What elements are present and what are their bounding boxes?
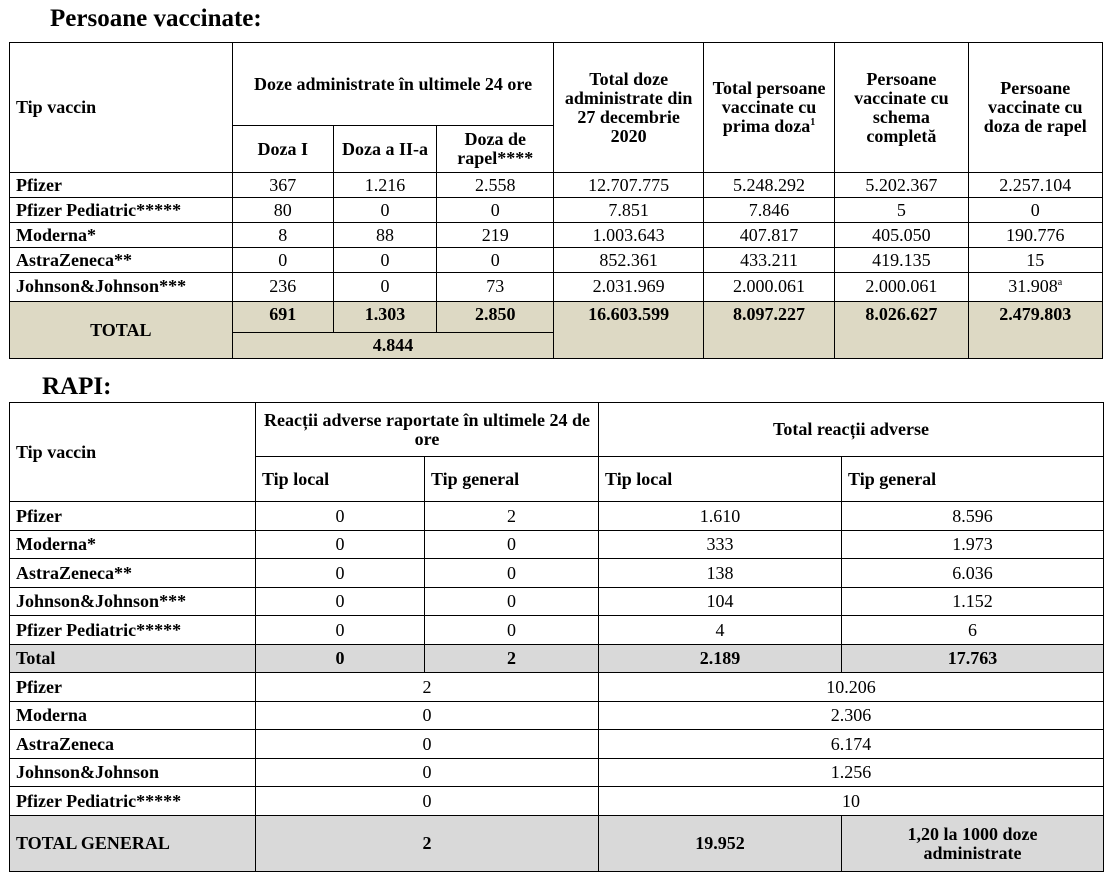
table-row <box>10 198 1103 223</box>
cell-value: 236 <box>232 273 333 302</box>
total-24h-sum: 4.844 <box>232 333 554 359</box>
row-label: Moderna <box>10 702 256 730</box>
rapi-total-general-24h: 2 <box>425 645 599 673</box>
cell-value: 0 <box>256 730 599 759</box>
cell-value: 7.851 <box>554 198 703 223</box>
cell-value: 5 <box>835 198 968 223</box>
header-total-doze: Total doze administrate din 27 decembrie 2020 <box>554 43 703 173</box>
cell-value: 0 <box>256 531 425 559</box>
cell-value: 0 <box>425 588 599 616</box>
cell-value: 219 <box>437 223 554 248</box>
total-prima: 8.097.227 <box>703 302 834 359</box>
section-title-rapi: RAPI: <box>42 373 112 400</box>
total-row <box>10 302 1103 333</box>
cell-value: 419.135 <box>835 248 968 273</box>
cell-value: 1.973 <box>842 531 1104 559</box>
rapi-header-total-reactii: Total reacții adverse <box>599 403 1104 457</box>
cell-text: 190.776 <box>1006 224 1065 245</box>
footnote-marker: a <box>1057 277 1063 288</box>
summary-row <box>10 702 1104 730</box>
grand-total-row <box>10 816 1104 872</box>
summary-row <box>10 787 1104 816</box>
cell-value: 6.174 <box>599 730 1104 759</box>
cell-value: 5.248.292 <box>703 173 834 198</box>
total-doza-rapel: 2.479.803 <box>968 302 1102 359</box>
header-tip-vaccin: Tip vaccin <box>10 43 233 173</box>
cell-value: 433.211 <box>703 248 834 273</box>
cell-text: 15 <box>1026 249 1045 270</box>
grand-total-label: TOTAL GENERAL <box>10 816 256 872</box>
header-schema-completa: Persoane vaccinate cu schema completă <box>835 43 968 173</box>
cell-value: 10 <box>599 787 1104 816</box>
header-prima-doza-text: Total persoane vaccinate cu prima doza <box>712 78 826 136</box>
table-row <box>10 223 1103 248</box>
total-d2: 1.303 <box>333 302 436 333</box>
table-row <box>10 616 1104 645</box>
cell-text: 2.257.104 <box>999 174 1072 195</box>
cell-value: 0 <box>256 702 599 730</box>
cell-value: 333 <box>599 531 842 559</box>
summary-row <box>10 730 1104 759</box>
cell-value <box>968 248 1102 273</box>
row-label: AstraZeneca** <box>10 559 256 588</box>
total-schema: 8.026.627 <box>835 302 968 359</box>
rapi-table <box>9 402 1104 872</box>
header-doza-2: Doza a II-a <box>333 126 436 173</box>
cell-value: 0 <box>437 248 554 273</box>
cell-value: 4 <box>599 616 842 645</box>
summary-row <box>10 673 1104 702</box>
header-prima-doza <box>703 43 834 173</box>
total-doze: 16.603.599 <box>554 302 703 359</box>
rapi-header-local-24h: Tip local <box>256 457 425 502</box>
cell-value: 2 <box>256 673 599 702</box>
cell-value: 0 <box>256 588 425 616</box>
cell-value <box>968 223 1102 248</box>
rapi-header-general-24h: Tip general <box>425 457 599 502</box>
cell-value: 0 <box>256 787 599 816</box>
table-row <box>10 559 1104 588</box>
header-rapel: Doza de rapel**** <box>437 126 554 173</box>
rapi-total-general: 17.763 <box>842 645 1104 673</box>
cell-value: 367 <box>232 173 333 198</box>
cell-value: 0 <box>437 198 554 223</box>
cell-value: 10.206 <box>599 673 1104 702</box>
row-label: AstraZeneca** <box>10 248 233 273</box>
cell-value <box>968 198 1102 223</box>
table-row <box>10 531 1104 559</box>
row-label: Moderna* <box>10 223 233 248</box>
table-row <box>10 248 1103 273</box>
table-row <box>10 502 1104 531</box>
cell-value: 88 <box>333 223 436 248</box>
table-row <box>10 588 1104 616</box>
grand-total-rate: 1,20 la 1000 doze administrate <box>842 816 1104 872</box>
cell-value: 12.707.775 <box>554 173 703 198</box>
cell-value: 138 <box>599 559 842 588</box>
rapi-header-reactii-24h: Reacții adverse raportate în ultimele 24 de ore <box>256 403 599 457</box>
cell-value: 0 <box>232 248 333 273</box>
grand-total-24h: 2 <box>256 816 599 872</box>
cell-value: 2.031.969 <box>554 273 703 302</box>
rapi-total-label: Total <box>10 645 256 673</box>
row-label: Pfizer <box>10 502 256 531</box>
grand-total-value: 19.952 <box>599 816 842 872</box>
total-rapel: 2.850 <box>437 302 554 333</box>
cell-value: 0 <box>256 616 425 645</box>
table-row <box>10 173 1103 198</box>
cell-text: 31.908 <box>1008 276 1058 296</box>
cell-value: 2.000.061 <box>703 273 834 302</box>
row-label: Pfizer <box>10 673 256 702</box>
rapi-total-local-24h: 0 <box>256 645 425 673</box>
summary-row <box>10 759 1104 787</box>
header-doze-24h: Doze administrate în ultimele 24 ore <box>232 43 554 126</box>
cell-value: 0 <box>425 616 599 645</box>
cell-text: 0 <box>1030 199 1040 220</box>
cell-value: 0 <box>425 559 599 588</box>
cell-value: 405.050 <box>835 223 968 248</box>
cell-value: 0 <box>256 759 599 787</box>
cell-value: 8 <box>232 223 333 248</box>
cell-value <box>968 273 1102 302</box>
cell-value: 1.216 <box>333 173 436 198</box>
cell-value: 1.256 <box>599 759 1104 787</box>
row-label: Pfizer Pediatric***** <box>10 787 256 816</box>
cell-value: 0 <box>256 559 425 588</box>
footnote-marker: 1 <box>810 117 816 128</box>
cell-value: 1.152 <box>842 588 1104 616</box>
cell-value: 0 <box>333 248 436 273</box>
vaccinated-table <box>9 42 1103 359</box>
cell-value: 80 <box>232 198 333 223</box>
cell-value: 7.846 <box>703 198 834 223</box>
cell-value: 0 <box>333 273 436 302</box>
cell-value: 104 <box>599 588 842 616</box>
section-title-vaccinated: Persoane vaccinate: <box>50 5 262 32</box>
header-doza-1: Doza I <box>232 126 333 173</box>
row-label: Johnson&Johnson*** <box>10 588 256 616</box>
cell-value: 407.817 <box>703 223 834 248</box>
cell-value: 2.306 <box>599 702 1104 730</box>
rapi-total-local: 2.189 <box>599 645 842 673</box>
cell-value: 1.610 <box>599 502 842 531</box>
cell-value: 8.596 <box>842 502 1104 531</box>
total-label: TOTAL <box>10 302 233 359</box>
cell-value <box>968 173 1102 198</box>
rapi-total-row <box>10 645 1104 673</box>
cell-value: 2.000.061 <box>835 273 968 302</box>
cell-value: 852.361 <box>554 248 703 273</box>
cell-value: 0 <box>333 198 436 223</box>
cell-value: 0 <box>256 502 425 531</box>
row-label: Pfizer <box>10 173 233 198</box>
row-label: Pfizer Pediatric***** <box>10 616 256 645</box>
cell-value: 2.558 <box>437 173 554 198</box>
rapi-header-general-total: Tip general <box>842 457 1104 502</box>
cell-value: 0 <box>425 531 599 559</box>
row-label: AstraZeneca <box>10 730 256 759</box>
row-label: Moderna* <box>10 531 256 559</box>
table-row <box>10 273 1103 302</box>
rapi-header-local-total: Tip local <box>599 457 842 502</box>
row-label: Johnson&Johnson*** <box>10 273 233 302</box>
cell-value: 2 <box>425 502 599 531</box>
cell-value: 6.036 <box>842 559 1104 588</box>
header-doza-rapel: Persoane vaccinate cu doza de rapel <box>968 43 1102 173</box>
cell-value: 6 <box>842 616 1104 645</box>
row-label: Pfizer Pediatric***** <box>10 198 233 223</box>
cell-value: 5.202.367 <box>835 173 968 198</box>
cell-value: 73 <box>437 273 554 302</box>
rapi-header-tip-vaccin: Tip vaccin <box>10 403 256 502</box>
cell-value: 1.003.643 <box>554 223 703 248</box>
row-label: Johnson&Johnson <box>10 759 256 787</box>
total-d1: 691 <box>232 302 333 333</box>
